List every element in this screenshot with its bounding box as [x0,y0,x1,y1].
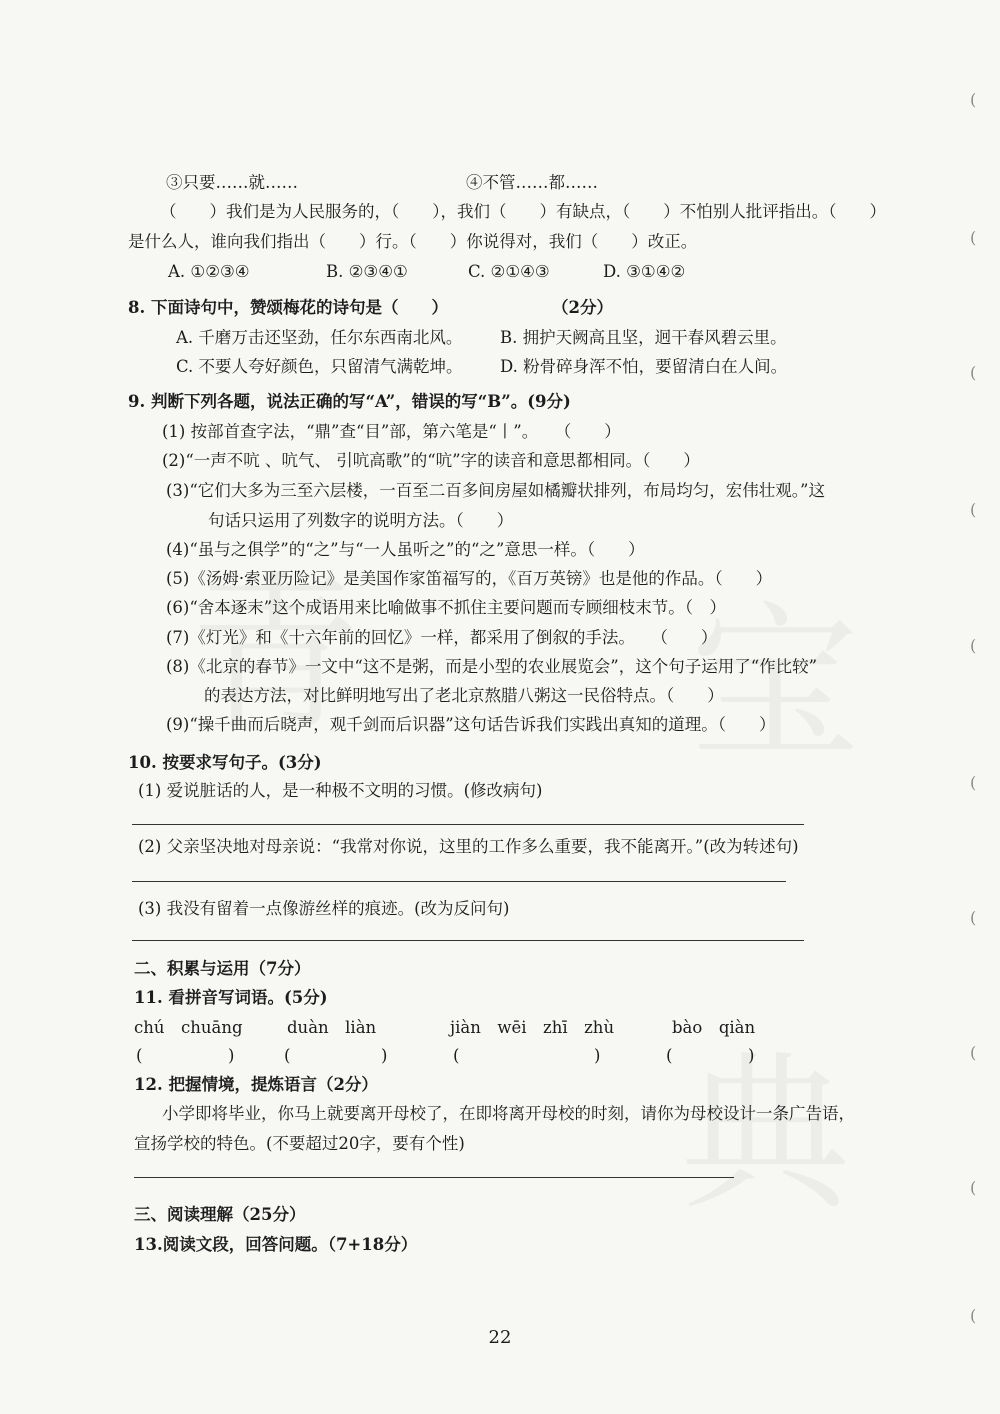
q7-option-3: ③只要……就…… [166,173,298,192]
q10-item-1: (1) 爱说脏话的人，是一种极不文明的习惯。(修改病句) [138,781,543,800]
q11-pinyin-1: chú chuāng [134,1018,243,1037]
q9-item-8-cont: 的表达方法，对比鲜明地写出了老北京熬腊八粥这一民俗特点。（ ） [204,686,724,705]
binding-mark: ( [970,1306,977,1325]
q7-choice-c: C. ②①④③ [468,262,550,281]
binding-mark: ( [970,636,977,655]
q8-option-c: C. 不要人夸好颜色，只留清气满乾坤。 [176,357,463,376]
watermark [680,1050,850,1220]
answer-line[interactable] [132,881,786,882]
answer-bracket-open: ( [284,1046,291,1065]
answer-bracket-close: ) [381,1046,388,1065]
q11-pinyin-4: bào qiàn [672,1018,756,1037]
q12-prompt-line-1: 小学即将毕业，你马上就要离开母校了，在即将离开母校的时刻，请你为母校设计一条广告语， [162,1104,855,1123]
q7-choice-a: A. ①②③④ [168,262,250,281]
q8-stem: 8. 下面诗句中，赞颂梅花的诗句是（ ） [128,298,448,317]
q9-item-3: (3)“它们大多为三至六层楼，一百至二百多间房屋如橘瓣状排列，布局均匀，宏伟壮观。”这 [166,481,825,500]
section-3-title: 三、阅读理解（25分） [134,1205,306,1224]
q8-option-d: D. 粉骨碎身浑不怕，要留清白在人间。 [500,357,788,376]
q12-stem: 12. 把握情境，提炼语言（2分） [134,1075,378,1094]
binding-mark: ( [970,1043,977,1062]
q9-item-9: (9)“操千曲而后晓声，观千剑而后识器”这句话告诉我们实践出真知的道理。（ ） [166,715,776,734]
q9-item-5: (5)《汤姆·索亚历险记》是美国作家笛福写的，《百万英镑》也是他的作品。（ ） [166,569,773,588]
q11-stem: 11. 看拼音写词语。(5分) [134,988,328,1007]
answer-line[interactable] [134,1177,734,1178]
q7-fill-line-2: 是什么人，谁向我们指出（ ）行。（ ）你说得对，我们（ ）改正。 [128,232,698,251]
q9-item-7: (7)《灯光》和《十六年前的回忆》一样，都采用了倒叙的手法。 （ ） [166,628,718,647]
q9-item-3-cont: 句话只运用了列数字的说明方法。（ ） [208,511,514,530]
q8-option-b: B. 拥护天阙高且坚，迥干春风碧云里。 [500,328,787,347]
q9-item-6: (6)“舍本逐末”这个成语用来比喻做事不抓住主要问题而专顾细枝末节。（ ） [166,598,726,617]
answer-bracket-close: ) [228,1046,235,1065]
q8-option-a: A. 千磨万击还坚劲，任尔东西南北风。 [176,328,463,347]
section-2-title: 二、积累与运用（7分） [134,959,311,978]
binding-mark: ( [970,500,977,519]
q9-item-2: (2)“一声不吭 、吭气、 引吭高歌”的“吭”字的读音和意思都相同。（ ） [162,451,700,470]
q10-item-3: (3) 我没有留着一点像游丝样的痕迹。(改为反问句) [138,899,510,918]
answer-line[interactable] [132,824,804,825]
q9-item-1: (1) 按部首查字法，“鼎”查“目”部，第六笔是“丨”。 （ ） [162,422,621,441]
binding-mark: ( [970,773,977,792]
q7-choice-b: B. ②③④① [326,262,408,281]
q7-choice-d: D. ③①④② [603,262,686,281]
answer-bracket-close: ) [594,1046,601,1065]
binding-mark: ( [970,1178,977,1197]
answer-bracket-open: ( [136,1046,143,1065]
page-number: 22 [488,1327,512,1348]
q10-item-2: (2) 父亲坚决地对母亲说：“我常对你说，这里的工作多么重要，我不能离开。”(改为转述句) [138,837,799,856]
q9-item-8: (8)《北京的春节》一文中“这不是粥，而是小型的农业展览会”，这个句子运用了“作比较” [166,657,818,676]
q13-stem: 13.阅读文段，回答问题。（7+18分） [134,1235,418,1254]
q9-item-4: (4)“虽与之俱学”的“之”与“一人虽听之”的“之”意思一样。（ ） [166,540,645,559]
q9-stem: 9. 判断下列各题，说法正确的写“A”，错误的写“B”。(9分) [128,392,571,411]
answer-bracket-close: ) [748,1046,755,1065]
q11-pinyin-2: duàn liàn [287,1018,377,1037]
binding-mark: ( [970,228,977,247]
binding-mark: ( [970,90,977,109]
binding-mark: ( [970,363,977,382]
q7-fill-line-1: （ ）我们是为人民服务的，（ ），我们（ ）有缺点，（ ）不怕别人批评指出。（ ） [160,202,886,221]
q7-option-4: ④不管……都…… [466,173,598,192]
answer-line[interactable] [132,940,804,941]
binding-mark: ( [970,908,977,927]
answer-bracket-open: ( [666,1046,673,1065]
q10-stem: 10. 按要求写句子。(3分) [128,753,322,772]
q8-score: （2分） [552,298,613,317]
answer-bracket-open: ( [453,1046,460,1065]
q11-pinyin-3: jiàn wēi zhī zhù [450,1018,615,1037]
q12-prompt-line-2: 宣扬学校的特色。(不要超过20字，要有个性) [134,1134,465,1153]
